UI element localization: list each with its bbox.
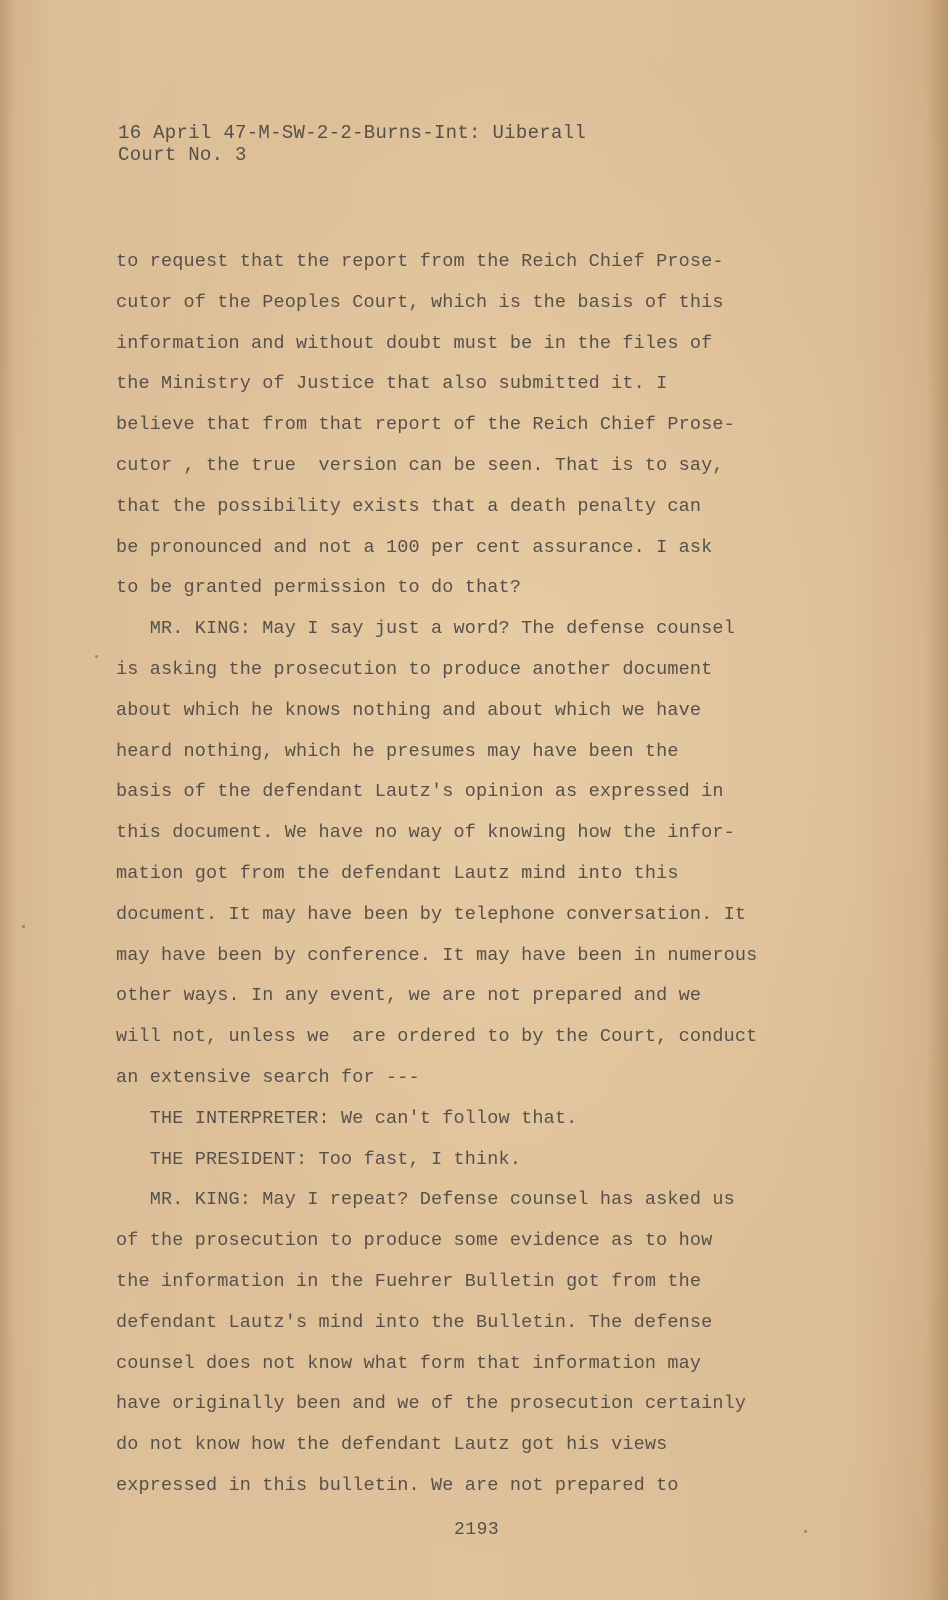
transcript-line: will not, unless we are ordered to by the Court, conduct xyxy=(116,1026,758,1048)
paper-speck xyxy=(804,1530,807,1533)
header-line-session: 16 April 47-M-SW-2-2-Burns-Int: Uiberall xyxy=(118,122,587,144)
transcript-line: to request that the report from the Reich Chief Prose- xyxy=(116,251,724,272)
transcript-line: document. It may have been by telephone conversation. It xyxy=(116,903,747,925)
transcript-line: to be granted permission to do that? xyxy=(116,577,522,599)
transcript-line: have originally been and we of the prosecution certainly xyxy=(116,1393,747,1415)
transcript-line: cutor , the true version can be seen. That is to say, xyxy=(116,454,724,476)
transcript-line: do not know how the defendant Lautz got his views xyxy=(116,1434,668,1456)
transcript-line: this document. We have no way of knowing how the infor- xyxy=(116,822,735,844)
transcript-line: an extensive search for --- xyxy=(116,1066,420,1088)
paper-edge-left xyxy=(0,0,14,1600)
transcript-line: cutor of the Peoples Court, which is the basis of this xyxy=(116,291,724,313)
transcript-line: counsel does not know what form that information may xyxy=(116,1352,702,1374)
transcript-line: expressed in this bulletin. We are not prepared to xyxy=(116,1474,679,1496)
paper-speck xyxy=(22,925,25,928)
transcript-line: may have been by conference. It may have been in numerous xyxy=(116,944,758,966)
transcript-line: believe that from that report of the Reich Chief Prose- xyxy=(116,414,735,436)
speaker-line-king: MR. KING: May I say just a word? The defense counsel xyxy=(116,618,735,640)
paper-speck xyxy=(95,655,98,658)
transcript-line: about which he knows nothing and about which we have xyxy=(116,699,702,721)
document-header xyxy=(118,122,586,166)
page-number: 2193 xyxy=(454,1520,500,1540)
transcript-line: mation got from the defendant Lautz mind into this xyxy=(116,862,679,884)
transcript-line: of the prosecution to produce some evidence as to how xyxy=(116,1230,713,1252)
transcript-line: heard nothing, which he presumes may have been the xyxy=(116,740,679,762)
transcript-line: the Ministry of Justice that also submitted it. I xyxy=(116,373,668,395)
speaker-line-president: THE PRESIDENT: Too fast, I think. xyxy=(116,1148,522,1170)
transcript-body xyxy=(116,242,816,1507)
paper-edge-right xyxy=(926,0,948,1600)
transcript-line: is asking the prosecution to produce another document xyxy=(116,658,713,680)
transcript-line: that the possibility exists that a death penalty can xyxy=(116,495,702,517)
transcript-line: basis of the defendant Lautz's opinion as expressed in xyxy=(116,781,724,803)
speaker-line-interpreter: THE INTERPRETER: We can't follow that. xyxy=(116,1107,578,1129)
transcript-line: information and without doubt must be in the files of xyxy=(116,332,713,354)
header-line-court: Court No. 3 xyxy=(118,144,247,166)
transcript-line: be pronounced and not a 100 per cent assurance. I ask xyxy=(116,536,713,558)
transcript-line: other ways. In any event, we are not prepared and we xyxy=(116,985,702,1007)
transcript-line: defendant Lautz's mind into the Bulletin. The defense xyxy=(116,1311,713,1333)
transcript-line: the information in the Fuehrer Bulletin got from the xyxy=(116,1270,702,1292)
speaker-line-king: MR. KING: May I repeat? Defense counsel has asked us xyxy=(116,1189,735,1211)
